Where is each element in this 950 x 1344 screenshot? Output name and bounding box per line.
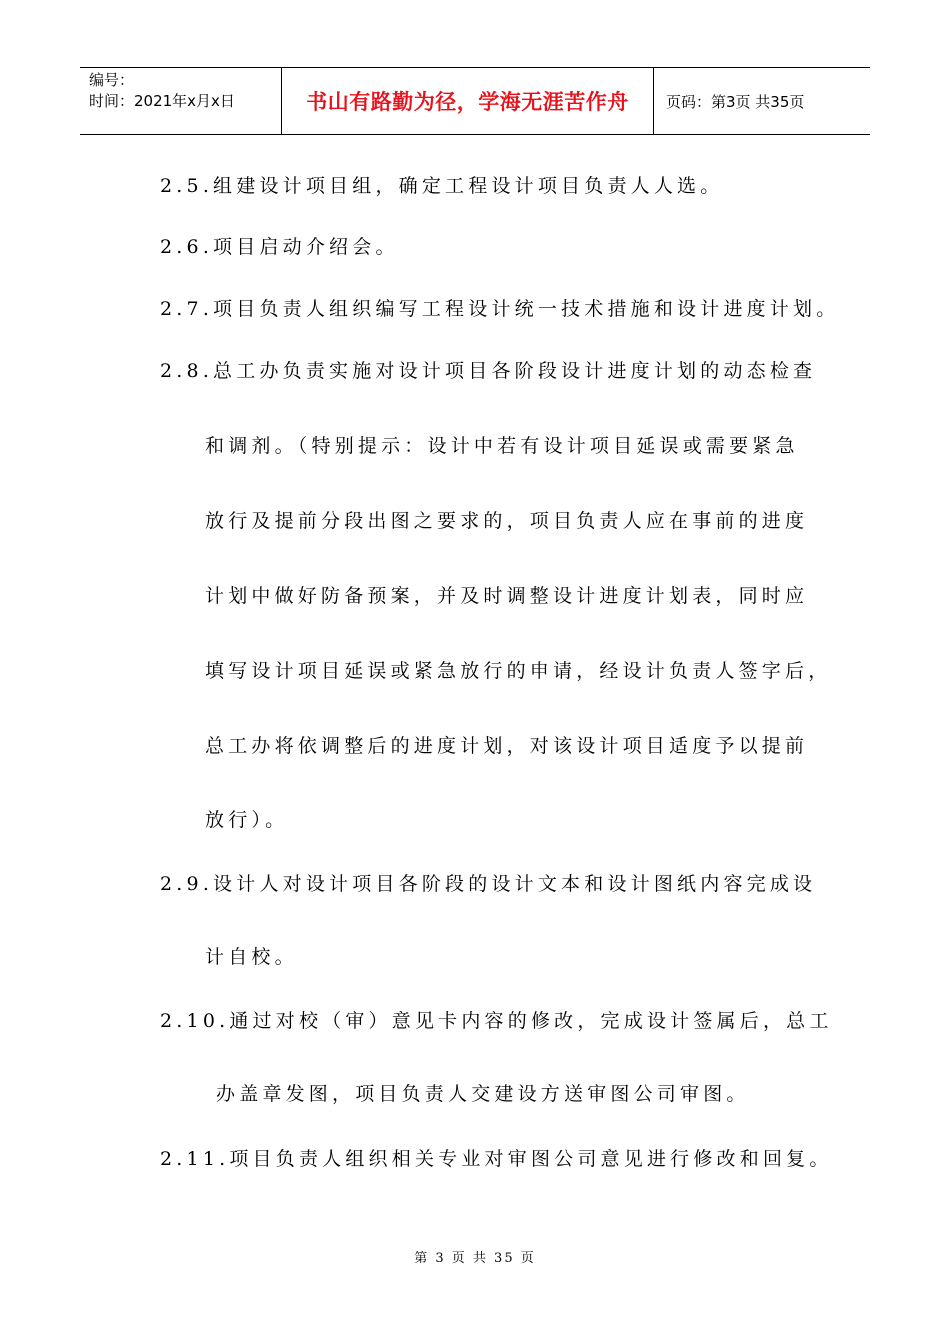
page-footer: 第 3 页 共 35 页 bbox=[414, 1251, 536, 1266]
text-line-2-5: 2.5.组建设计项目组，确定工程设计项目负责人人选。 bbox=[160, 175, 724, 197]
header-page-info: 页码：第3页 共35页 bbox=[666, 92, 805, 111]
text-line-2-8-cont-5: 总工办将依调整后的进度计划，对该设计项目适度予以提前 bbox=[205, 735, 809, 757]
text-line-2-7: 2.7.项目负责人组织编写工程设计统一技术措施和设计进度计划。 bbox=[160, 298, 840, 320]
time-label: 时间：2021年x月x日 bbox=[89, 92, 235, 110]
text-line-2-8-cont-2: 放行及提前分段出图之要求的，项目负责人应在事前的进度 bbox=[205, 510, 809, 532]
text-line-2-9-cont-1: 计自校。 bbox=[205, 946, 298, 968]
number-label: 编号： bbox=[89, 71, 135, 89]
text-line-2-8-cont-3: 计划中做好防备预案，并及时调整设计进度计划表，同时应 bbox=[205, 585, 809, 607]
text-line-2-8-cont-1: 和调剂。（特别提示：设计中若有设计项目延误或需要紧急 bbox=[205, 435, 799, 457]
text-line-2-8-cont-6: 放行）。 bbox=[205, 809, 289, 831]
text-line-2-9: 2.9.设计人对设计项目各阶段的设计文本和设计图纸内容完成设 bbox=[160, 873, 817, 895]
text-line-2-8: 2.8.总工办负责实施对设计项目各阶段设计进度计划的动态检查 bbox=[160, 360, 817, 382]
page-header bbox=[80, 67, 870, 135]
text-line-2-10: 2.10.通过对校（审）意见卡内容的修改，完成设计签属后，总工 bbox=[160, 1010, 833, 1032]
text-line-2-8-cont-4: 填写设计项目延误或紧急放行的申请，经设计负责人签字后， bbox=[205, 660, 832, 682]
text-line-2-11: 2.11.项目负责人组织相关专业对审图公司意见进行修改和回复。 bbox=[160, 1148, 833, 1170]
text-line-2-6: 2.6.项目启动介绍会。 bbox=[160, 236, 399, 258]
header-motto: 书山有路勤为径，学海无涯苦作舟 bbox=[282, 68, 654, 134]
header-meta bbox=[80, 68, 282, 134]
text-line-2-10-cont-1: 办盖章发图，项目负责人交建设方送审图公司审图。 bbox=[216, 1083, 750, 1105]
